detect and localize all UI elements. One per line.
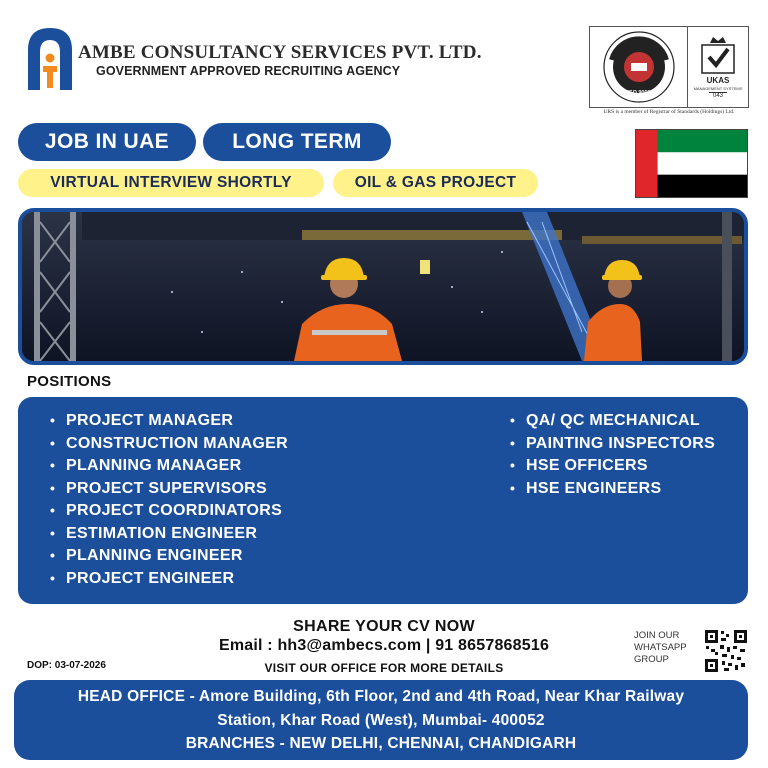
certification-badge: [589, 26, 749, 108]
urs-seal-icon: [602, 30, 676, 104]
ukas-crown-icon: [700, 35, 736, 75]
footer-branches: BRANCHES - NEW DELHI, CHENNAI, CHANDIGARH: [185, 735, 577, 752]
ukas-label: UKAS: [706, 76, 730, 85]
svg-text:ISO 9001: ISO 9001: [626, 90, 651, 96]
uae-flag-icon: [635, 129, 748, 198]
positions-panel: [18, 397, 748, 604]
ukas-subtitle: MANAGEMENT SYSTEMS: [693, 86, 743, 91]
list-item: • ESTIMATION ENGINEER: [50, 522, 288, 545]
list-item: • QA/ QC MECHANICAL: [510, 409, 715, 432]
list-item: • PROJECT MANAGER: [50, 409, 288, 432]
head-office-footer: [14, 680, 748, 760]
interview-pill: VIRTUAL INTERVIEW SHORTLY: [18, 169, 324, 197]
positions-list-left: [50, 409, 288, 589]
company-tagline: GOVERNMENT APPROVED RECRUITING AGENCY: [96, 64, 401, 78]
whatsapp-join-label: JOIN OUR WHATSAPP GROUP: [634, 630, 687, 665]
job-term-pill: LONG TERM: [203, 123, 391, 161]
certification-note: URS is a member of Registrar of Standards (Holdings) Ltd.: [603, 109, 735, 115]
contact-details[interactable]: Email : hh3@ambecs.com | 91 8657868516: [218, 637, 550, 654]
list-item: • CONSTRUCTION MANAGER: [50, 432, 288, 455]
share-cv-heading: SHARE YOUR CV NOW: [293, 618, 475, 635]
job-location-pill: JOB IN UAE: [18, 123, 196, 161]
date-of-publication: DOP: 03-07-2026: [27, 660, 106, 671]
list-item: • PAINTING INSPECTORS: [510, 432, 715, 455]
company-name: AMBE CONSULTANCY SERVICES PVT. LTD.: [78, 42, 482, 63]
positions-heading: POSITIONS: [27, 373, 112, 390]
ukas-number: 043: [709, 92, 727, 99]
positions-list-right: [510, 409, 715, 499]
list-item: • PROJECT SUPERVISORS: [50, 477, 288, 500]
company-logo: [26, 26, 74, 92]
list-item: • HSE OFFICERS: [510, 454, 715, 477]
footer-address-line-2: Station, Khar Road (West), Mumbai- 400052: [217, 711, 545, 729]
list-item: • PLANNING MANAGER: [50, 454, 288, 477]
list-item: • PLANNING ENGINEER: [50, 544, 288, 567]
visit-office-note: VISIT OUR OFFICE FOR MORE DETAILS: [264, 661, 504, 675]
list-item: • PROJECT COORDINATORS: [50, 499, 288, 522]
project-pill: OIL & GAS PROJECT: [333, 169, 538, 197]
footer-address-line-1: HEAD OFFICE - Amore Building, 6th Floor, 2nd and 4th Road, Near Khar Railway: [77, 688, 685, 705]
workers-photo: [18, 208, 748, 365]
list-item: • PROJECT ENGINEER: [50, 567, 288, 590]
list-item: • HSE ENGINEERS: [510, 477, 715, 500]
whatsapp-qr-icon[interactable]: [704, 629, 748, 673]
